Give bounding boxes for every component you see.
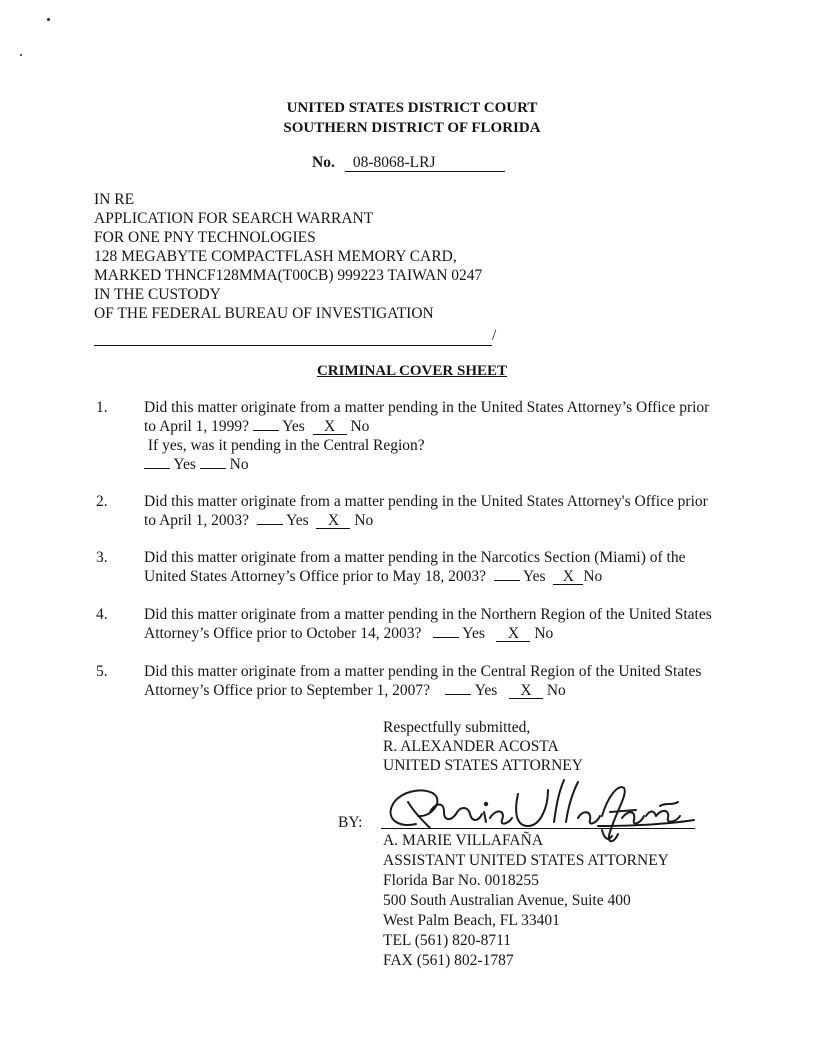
question-number: 3. <box>96 549 108 566</box>
question-item-5 <box>96 662 736 702</box>
yes-label: Yes <box>286 512 309 529</box>
question-text: Did this matter originate from a matter pending in the Northern Region of the United States <box>144 606 712 623</box>
no-blank-marked: X <box>313 419 347 435</box>
yes-blank <box>253 430 279 431</box>
caption-line: OF THE FEDERAL BUREAU OF INVESTIGATION <box>94 305 434 322</box>
caption-line: 128 MEGABYTE COMPACTFLASH MEMORY CARD, <box>94 248 457 265</box>
yes-label: Yes <box>474 682 498 699</box>
question-text: to April 1, 1999? <box>144 418 250 435</box>
no-label: No <box>354 512 374 529</box>
no-blank <box>200 468 226 469</box>
question-text: Did this matter originate from a matter pending in the United States Attorney's Office prior <box>144 493 708 510</box>
caption-slash: / <box>492 327 497 344</box>
yes-label: Yes <box>462 625 485 642</box>
bar-number: Florida Bar No. 0018255 <box>383 872 539 889</box>
no-label: No <box>229 456 249 473</box>
question-item-2 <box>96 492 736 532</box>
scan-speck <box>47 18 50 21</box>
cover-sheet-heading: CRIMINAL COVER SHEET <box>316 363 508 379</box>
fax: FAX (561) 802-1787 <box>383 952 514 969</box>
attorney-contact-block <box>383 831 669 971</box>
question-text: to April 1, 2003? <box>144 512 250 529</box>
no-blank-marked: X <box>496 626 530 642</box>
caption-line: IN THE CUSTODY <box>94 286 221 303</box>
question-text: Did this matter originate from a matter pending in the Narcotics Section (Miami) of the <box>144 549 686 566</box>
case-number-value: 08-8068-LRJ <box>345 154 505 172</box>
by-label: BY: <box>338 814 363 831</box>
yes-label: Yes <box>523 568 546 585</box>
address-line-2: West Palm Beach, FL 33401 <box>383 912 560 929</box>
case-number-label: No. <box>312 154 335 171</box>
telephone: TEL (561) 820-8711 <box>383 932 511 949</box>
signer-name: A. MARIE VILLAFAÑA <box>383 832 544 849</box>
no-blank-marked: X <box>316 513 350 529</box>
no-label: No <box>350 418 370 435</box>
question-text: United States Attorney’s Office prior to May 18, 2003? <box>144 568 486 585</box>
caption-rule <box>94 345 492 346</box>
yes-label: Yes <box>173 456 196 473</box>
question-number: 2. <box>96 493 108 510</box>
us-attorney-title: UNITED STATES ATTORNEY <box>383 757 583 774</box>
question-text: Attorney’s Office prior to October 14, 2003? <box>144 625 422 642</box>
no-blank-marked: X <box>509 683 543 699</box>
question-text: Did this matter originate from a matter pending in the United States Attorney’s Office prior <box>144 399 710 416</box>
signature-line <box>381 828 695 829</box>
yes-blank <box>433 637 459 638</box>
submission-block <box>383 718 583 775</box>
closing-text: Respectfully submitted, <box>383 719 531 736</box>
question-text: Attorney’s Office prior to September 1, 2007? <box>144 682 430 699</box>
yes-blank <box>257 524 283 525</box>
case-caption <box>94 190 482 323</box>
scan-speck <box>20 54 22 56</box>
question-number: 4. <box>96 606 108 623</box>
question-number: 1. <box>96 399 108 416</box>
address-line-1: 500 South Australian Avenue, Suite 400 <box>383 892 631 909</box>
yes-label: Yes <box>282 418 305 435</box>
yes-blank <box>494 580 520 581</box>
question-text: Did this matter originate from a matter pending in the Central Region of the United States <box>144 663 702 680</box>
no-label: No <box>546 682 566 699</box>
no-label: No <box>583 568 603 585</box>
no-label: No <box>534 625 554 642</box>
court-district: SOUTHERN DISTRICT OF FLORIDA <box>283 120 541 136</box>
caption-line: APPLICATION FOR SEARCH WARRANT <box>94 210 374 227</box>
sub-question-text: If yes, was it pending in the Central Region? <box>147 437 425 454</box>
no-blank-marked: X <box>553 569 583 585</box>
yes-blank <box>144 468 170 469</box>
signer-title: ASSISTANT UNITED STATES ATTORNEY <box>383 852 669 869</box>
question-item-1 <box>96 398 736 478</box>
caption-line: FOR ONE PNY TECHNOLOGIES <box>94 229 316 246</box>
court-name: UNITED STATES DISTRICT COURT <box>286 100 538 116</box>
question-number: 5. <box>96 663 108 680</box>
case-number <box>312 154 505 172</box>
yes-blank <box>445 694 471 695</box>
caption-line: IN RE <box>94 191 135 208</box>
caption-line: MARKED THNCF128MMA(T00CB) 999223 TAIWAN 0247 <box>94 267 483 284</box>
question-item-4 <box>96 605 736 645</box>
us-attorney-name: R. ALEXANDER ACOSTA <box>383 738 559 755</box>
question-item-3 <box>96 548 736 588</box>
